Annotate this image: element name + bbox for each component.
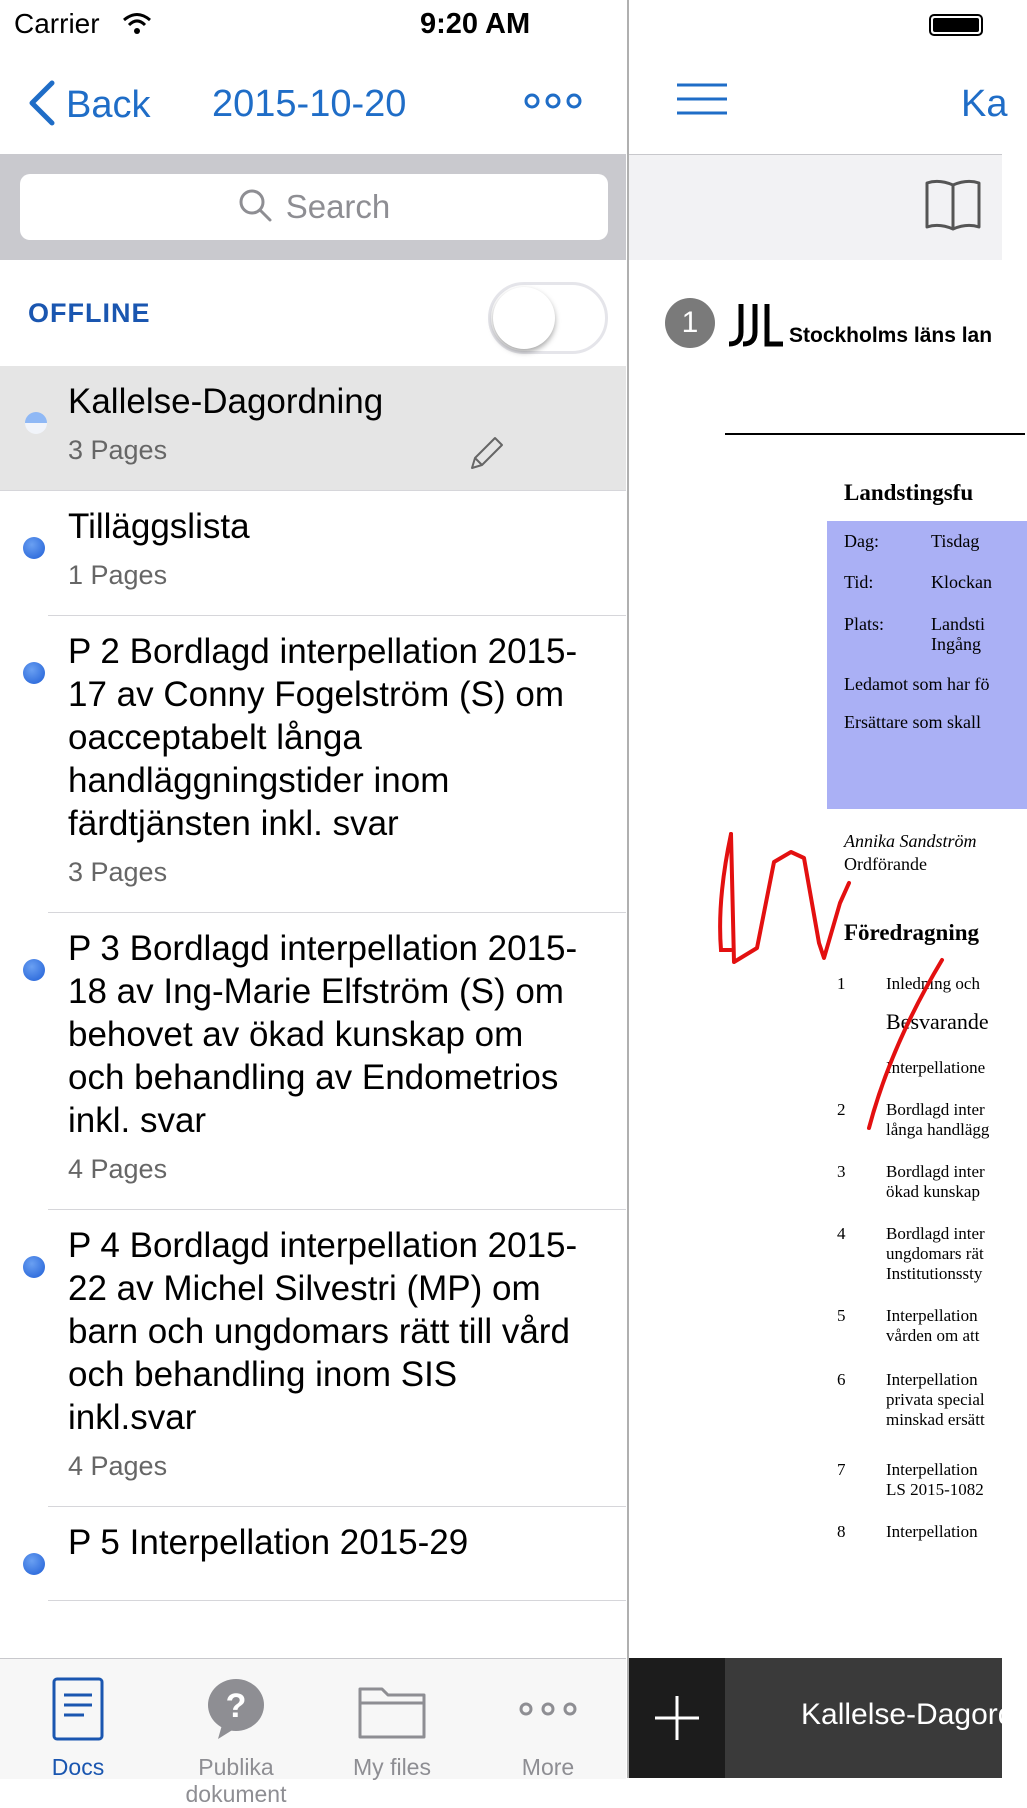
meta-note: Ledamot som har fö — [844, 674, 990, 694]
toggle-knob — [493, 287, 555, 349]
nav-bar — [0, 50, 626, 154]
document-pages: 4 Pages — [68, 1154, 168, 1184]
agenda-number: 5 — [837, 1306, 846, 1325]
tab-my-files[interactable] — [312, 1675, 472, 1781]
agenda-number: 3 — [837, 1162, 846, 1181]
open-document-tab[interactable]: Kallelse-Dagord — [801, 1698, 1015, 1731]
tab-docs[interactable] — [0, 1675, 158, 1781]
document-pages: 1 Pages — [68, 560, 168, 590]
folder-icon — [356, 1730, 428, 1747]
tab-more[interactable] — [468, 1675, 628, 1781]
agenda-heading: Föredragning — [844, 920, 980, 945]
agenda-number: 2 — [837, 1100, 846, 1119]
agenda-text: Bordlagd inter — [886, 1224, 985, 1243]
ellipsis-icon — [516, 1730, 580, 1747]
meta-key: Tid: — [844, 572, 874, 592]
document-title: P 4 Bordlagd interpellation 2015-22 av Michel Silvestri (MP) om barn och ungdomars rätt till vård och behandling inom SIS inkl.svar — [68, 1226, 578, 1437]
search-icon — [238, 188, 272, 227]
viewer-nav-bar — [629, 50, 1008, 155]
agenda-text: Inledning och — [886, 974, 980, 993]
list-item[interactable] — [48, 1507, 626, 1601]
organization-name: Stockholms läns lan — [789, 324, 993, 347]
svg-text:?: ? — [225, 1687, 247, 1725]
agenda-text: vården om att — [886, 1326, 980, 1345]
hamburger-menu-icon[interactable] — [677, 82, 727, 121]
chevron-left-icon — [26, 80, 56, 131]
ink-annotation — [629, 260, 1002, 1658]
battery-icon — [929, 14, 983, 36]
list-item[interactable] — [48, 1210, 626, 1507]
notebook-icon — [50, 1730, 106, 1747]
list-item[interactable] — [48, 491, 626, 616]
list-item[interactable] — [0, 366, 626, 491]
meta-value: Landsti — [931, 614, 985, 634]
meta-key: Plats: — [844, 614, 885, 634]
agenda-text: privata special — [886, 1390, 985, 1409]
wifi-icon — [122, 12, 152, 39]
agenda-text: långa handlägg — [886, 1120, 990, 1139]
agenda-text: Interpellation — [886, 1460, 978, 1479]
document-pages: 3 Pages — [68, 857, 168, 887]
book-icon[interactable] — [923, 177, 983, 240]
unread-dot-icon — [23, 1256, 45, 1278]
signer-name: Annika Sandström — [844, 831, 977, 851]
viewer-title: Ka — [961, 83, 1008, 125]
agenda-number: 6 — [837, 1370, 846, 1389]
more-options-icon[interactable] — [524, 90, 582, 112]
pencil-icon[interactable] — [468, 436, 504, 477]
agenda-text: LS 2015-1082 — [886, 1480, 984, 1499]
unread-dot-icon — [23, 662, 45, 684]
agenda-text: ungdomars rät — [886, 1244, 984, 1263]
offline-row — [0, 260, 626, 366]
agenda-number: 7 — [837, 1460, 846, 1479]
agenda-text: Bordlagd inter — [886, 1100, 985, 1119]
agenda-text: Interpellation — [886, 1370, 978, 1389]
document-title: Kallelse-Dagordning — [68, 382, 384, 421]
unread-dot-icon — [23, 1553, 45, 1575]
back-label: Back — [66, 83, 151, 126]
meta-note: Ersättare som skall — [844, 712, 981, 732]
agenda-number: 4 — [837, 1224, 846, 1243]
document-pages: 3 Pages — [68, 435, 168, 465]
tab-label: My files — [353, 1754, 431, 1780]
meta-key: Dag: — [844, 531, 879, 551]
page-number-badge: 1 — [665, 298, 715, 348]
document-viewer-pane — [627, 0, 1015, 1778]
agenda-number: 8 — [837, 1522, 846, 1541]
agenda-text: Interpellation — [886, 1306, 978, 1325]
tab-bar — [0, 1658, 626, 1807]
meta-value: Klockan — [931, 572, 992, 592]
carrier-name: Carrier — [14, 8, 100, 39]
meta-value: Ingång — [931, 634, 981, 654]
agenda-text: Besvarande — [886, 1009, 989, 1034]
unread-dot-icon — [23, 537, 45, 559]
document-title: Tilläggslista — [68, 507, 250, 546]
viewer-bottom-bar — [629, 1658, 1015, 1778]
list-item[interactable] — [48, 616, 626, 913]
unread-dot-icon — [23, 959, 45, 981]
document-heading: Landstingsfu — [844, 480, 974, 505]
tab-publika-dokument[interactable] — [156, 1675, 316, 1808]
list-item[interactable] — [48, 913, 626, 1210]
agenda-text: Interpellation — [886, 1522, 978, 1541]
document-title: P 2 Bordlagd interpellation 2015-17 av Conny Fogelström (S) om oacceptabelt långa handläggningstider inom färdtjänsten inkl. svar — [68, 632, 578, 843]
agenda-text: minskad ersätt — [886, 1410, 985, 1429]
page-title: 2015-10-20 — [212, 83, 407, 125]
search-bar — [0, 154, 626, 260]
document-list — [0, 366, 626, 1658]
search-input[interactable] — [20, 174, 608, 240]
document-pages: 4 Pages — [68, 1451, 168, 1481]
agenda-text: Bordlagd inter — [886, 1162, 985, 1181]
add-button[interactable] — [629, 1658, 725, 1778]
agenda-text: Institutionssty — [886, 1264, 983, 1283]
pdf-page[interactable] — [629, 260, 1002, 1658]
agenda-text: ökad kunskap — [886, 1182, 980, 1201]
viewer-toolbar — [629, 155, 1002, 260]
document-title: P 5 Interpellation 2015-29 — [68, 1523, 469, 1562]
offline-label: OFFLINE — [28, 298, 151, 328]
document-title: P 3 Bordlagd interpellation 2015-18 av Ing-Marie Elfström (S) om behovet av ökad kunskap om och behandling av Endometrios inkl. svar — [68, 929, 578, 1140]
status-time: 9:20 AM — [420, 8, 531, 40]
back-button[interactable] — [26, 82, 150, 128]
tab-label: More — [521, 1754, 575, 1780]
agenda-text: Interpellatione — [886, 1058, 986, 1077]
status-bar-right — [629, 0, 1002, 50]
search-placeholder: Search — [285, 188, 391, 225]
status-bar — [0, 0, 626, 50]
signer-role: Ordförande — [844, 854, 927, 874]
half-read-dot-icon — [25, 412, 47, 434]
offline-toggle[interactable] — [488, 282, 608, 354]
plus-icon — [629, 1658, 725, 1778]
question-bubble-icon — [204, 1687, 268, 1747]
meta-value: Tisdag — [931, 531, 980, 551]
tab-label: Docs — [51, 1754, 105, 1780]
agenda-number: 1 — [837, 974, 846, 993]
tab-label: Publika dokument — [185, 1754, 287, 1807]
